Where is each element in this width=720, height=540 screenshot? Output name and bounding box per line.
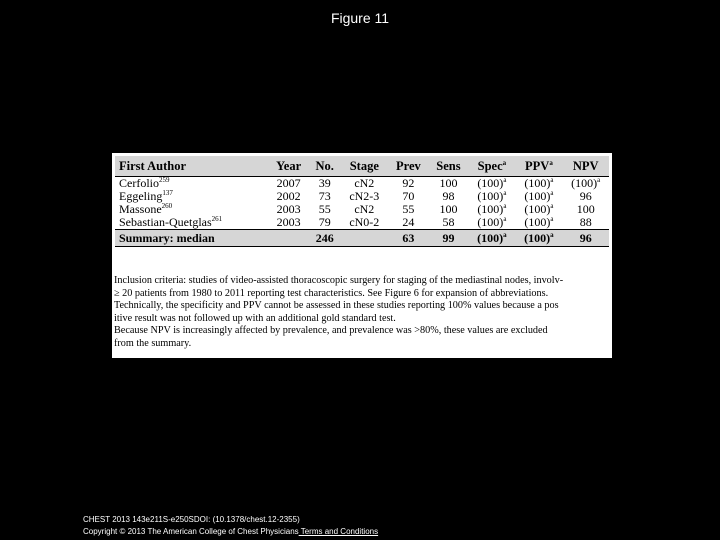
cell-prev: 70 xyxy=(402,189,415,203)
cell-ppv: $(100)^a$ xyxy=(515,230,562,247)
cell-no: 73 xyxy=(318,189,331,203)
header-stage: Stage xyxy=(340,156,388,177)
cell-sens: 100 xyxy=(439,176,458,190)
table-header-row xyxy=(115,156,609,177)
table-footnotes xyxy=(114,275,610,351)
cell-no: 79 xyxy=(318,215,331,229)
cell-no: 246 xyxy=(309,230,340,247)
cell-npv: 96 xyxy=(579,189,592,203)
header-ppv: PPV$^a$ xyxy=(515,156,562,177)
cell-prev: 24 xyxy=(402,215,415,229)
cell-stage: cN2 xyxy=(354,202,375,216)
cell-year: 2003 xyxy=(276,215,301,229)
header-prev: Prev xyxy=(388,156,428,177)
cell-stage: cN0-2 xyxy=(349,215,380,229)
cell-spec: $(100)^a$ xyxy=(477,189,507,203)
cell-ppv: $(100)^a$ xyxy=(524,189,554,203)
figure-panel xyxy=(112,153,612,358)
table-row xyxy=(115,216,609,230)
citation-text: CHEST 2013 143e211S-e250SDOI: (10.1378/chest.12-2355) xyxy=(83,515,300,524)
header-spec: Spec$^a$ xyxy=(468,156,515,177)
cell-ppv: $(100)^a$ xyxy=(524,215,554,229)
copyright-line xyxy=(83,526,378,538)
header-sens: Sens xyxy=(429,156,469,177)
figure-title: Figure 11 xyxy=(330,10,390,26)
cell-no: 55 xyxy=(318,202,331,216)
cell-npv: 100 xyxy=(576,202,595,216)
cell-author: Eggeling$^{137}$ xyxy=(119,189,173,203)
cell-spec: $(100)^a$ xyxy=(477,215,507,229)
header-year: Year xyxy=(268,156,309,177)
cell-stage xyxy=(340,230,388,247)
cell-sens: 99 xyxy=(429,230,469,247)
cell-ppv: $(100)^a$ xyxy=(524,202,554,216)
cell-npv: 96 xyxy=(562,230,609,247)
cell-sens: 58 xyxy=(442,215,455,229)
cell-prev: 55 xyxy=(402,202,415,216)
cell-spec: $(100)^a$ xyxy=(468,230,515,247)
header-no: No. xyxy=(309,156,340,177)
cell-no: 39 xyxy=(318,176,331,190)
cell-year: 2007 xyxy=(276,176,301,190)
header-first-author: First Author xyxy=(115,156,268,177)
cell-author: Massone$^{260}$ xyxy=(119,202,173,216)
cell-year: 2002 xyxy=(276,189,301,203)
cell-stage: cN2 xyxy=(354,176,375,190)
copyright-text: Copyright © 2013 The American College of Chest Physicians xyxy=(83,527,299,536)
cell-prev: 92 xyxy=(402,176,415,190)
cell-author: Sebastian-Quetglas$^{261}$ xyxy=(119,215,223,229)
cell-sens: 100 xyxy=(439,202,458,216)
cell-npv: $(100)^a$ xyxy=(571,176,601,190)
footnote-line: from the summary. xyxy=(114,337,192,349)
cell-stage: cN2-3 xyxy=(349,189,380,203)
cell-spec: $(100)^a$ xyxy=(477,202,507,216)
cell-year xyxy=(268,230,309,247)
summary-row xyxy=(115,230,609,247)
cell-summary-label: Summary: median xyxy=(115,230,268,247)
cell-prev: 63 xyxy=(388,230,428,247)
footnote-line: itive result was not followed up with an additional gold standard test. xyxy=(114,312,396,324)
cell-year: 2003 xyxy=(276,202,301,216)
footnote-line: ≥ 20 patients from 1980 to 2011 reporting test characteristics. See Figure 6 for expansion of abbreviations. xyxy=(114,287,549,299)
results-table xyxy=(115,156,609,247)
cell-spec: $(100)^a$ xyxy=(477,176,507,190)
cell-ppv: $(100)^a$ xyxy=(524,176,554,190)
cell-npv: 88 xyxy=(579,215,592,229)
table-row xyxy=(115,177,609,191)
footnote-line: Inclusion criteria: studies of video-assisted thoracoscopic surgery for staging of the mediastinal nodes, involv- xyxy=(114,275,564,286)
footnote-line: Technically, the specificity and PPV cannot be assessed in these studies reporting 100% values because a pos xyxy=(114,300,559,312)
footer xyxy=(83,514,378,538)
terms-link[interactable]: Terms and Conditions xyxy=(298,527,379,536)
cell-sens: 98 xyxy=(442,189,455,203)
cell-author: Cerfolio$^{259}$ xyxy=(119,176,170,190)
header-npv: NPV xyxy=(562,156,609,177)
footnote-line: Because NPV is increasingly affected by prevalence, and prevalence was >80%, these values are excluded xyxy=(114,325,548,337)
